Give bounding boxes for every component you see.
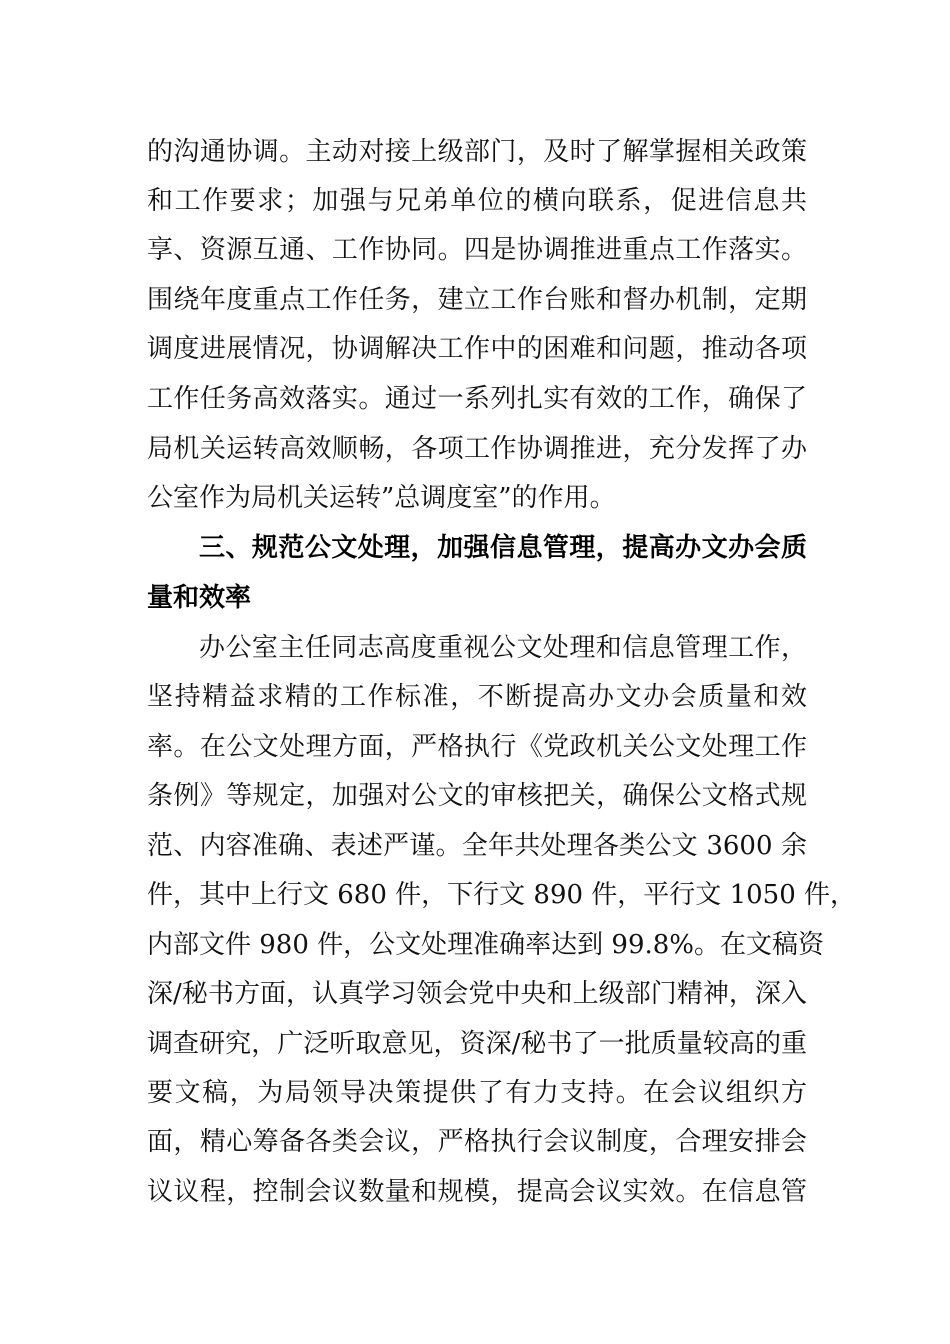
body-text-line: 享、资源互通、工作协同。四是协调推进重点工作落实。 — [147, 235, 807, 265]
body-text-line: 议议程，控制会议数量和规模，提高会议实效。在信息管 — [147, 1177, 807, 1207]
body-text-line: 工作任务高效落实。通过一系列扎实有效的工作，确保了 — [147, 384, 807, 414]
body-text-line: 内部文件 980 件，公文处理准确率达到 99.8%。在文稿资 — [147, 930, 825, 960]
body-text-line: 的沟通协调。主动对接上级部门，及时了解掌握相关政策 — [147, 137, 807, 167]
body-text-line: 调度进展情况，协调解决工作中的困难和问题，推动各项 — [147, 334, 807, 364]
body-text-line: 深/秘书方面，认真学习领会党中央和上级部门精神，深入 — [147, 979, 807, 1009]
body-text-line: 办公室主任同志高度重视公文处理和信息管理工作， — [199, 633, 807, 663]
body-text-line: 围绕年度重点工作任务，建立工作台账和督办机制，定期 — [147, 285, 807, 315]
body-text-line: 要文稿，为局领导决策提供了有力支持。在会议组织方 — [147, 1078, 807, 1108]
body-text-line: 条例》等规定，加强对公文的审核把关，确保公文格式规 — [147, 781, 807, 811]
body-text-line: 范、内容准确、表述严谨。全年共处理各类公文 3600 余 — [147, 831, 807, 861]
body-text-line: 坚持精益求精的工作标准，不断提高办文办会质量和效 — [147, 682, 807, 712]
section-heading: 三、规范公文处理，加强信息管理，提高办文办会质 — [199, 533, 807, 563]
body-text-line: 局机关运转高效顺畅，各项工作协调推进，充分发挥了办 — [147, 434, 807, 464]
body-text-line: 件，其中上行文 680 件，下行文 890 件，平行文 1050 件， — [147, 880, 857, 910]
body-text-line: 面，精心筹备各类会议，严格执行会议制度，合理安排会 — [147, 1127, 807, 1157]
section-heading: 量和效率 — [147, 583, 252, 613]
body-text-line: 和工作要求；加强与兄弟单位的横向联系，促进信息共 — [147, 186, 807, 216]
body-text-line: 调查研究，广泛听取意见，资深/秘书了一批质量较高的重 — [147, 1029, 807, 1059]
body-text-line: 公室作为局机关运转”总调度室”的作用。 — [147, 483, 616, 513]
body-text-line: 率。在公文处理方面，严格执行《党政机关公文处理工作 — [147, 732, 807, 762]
